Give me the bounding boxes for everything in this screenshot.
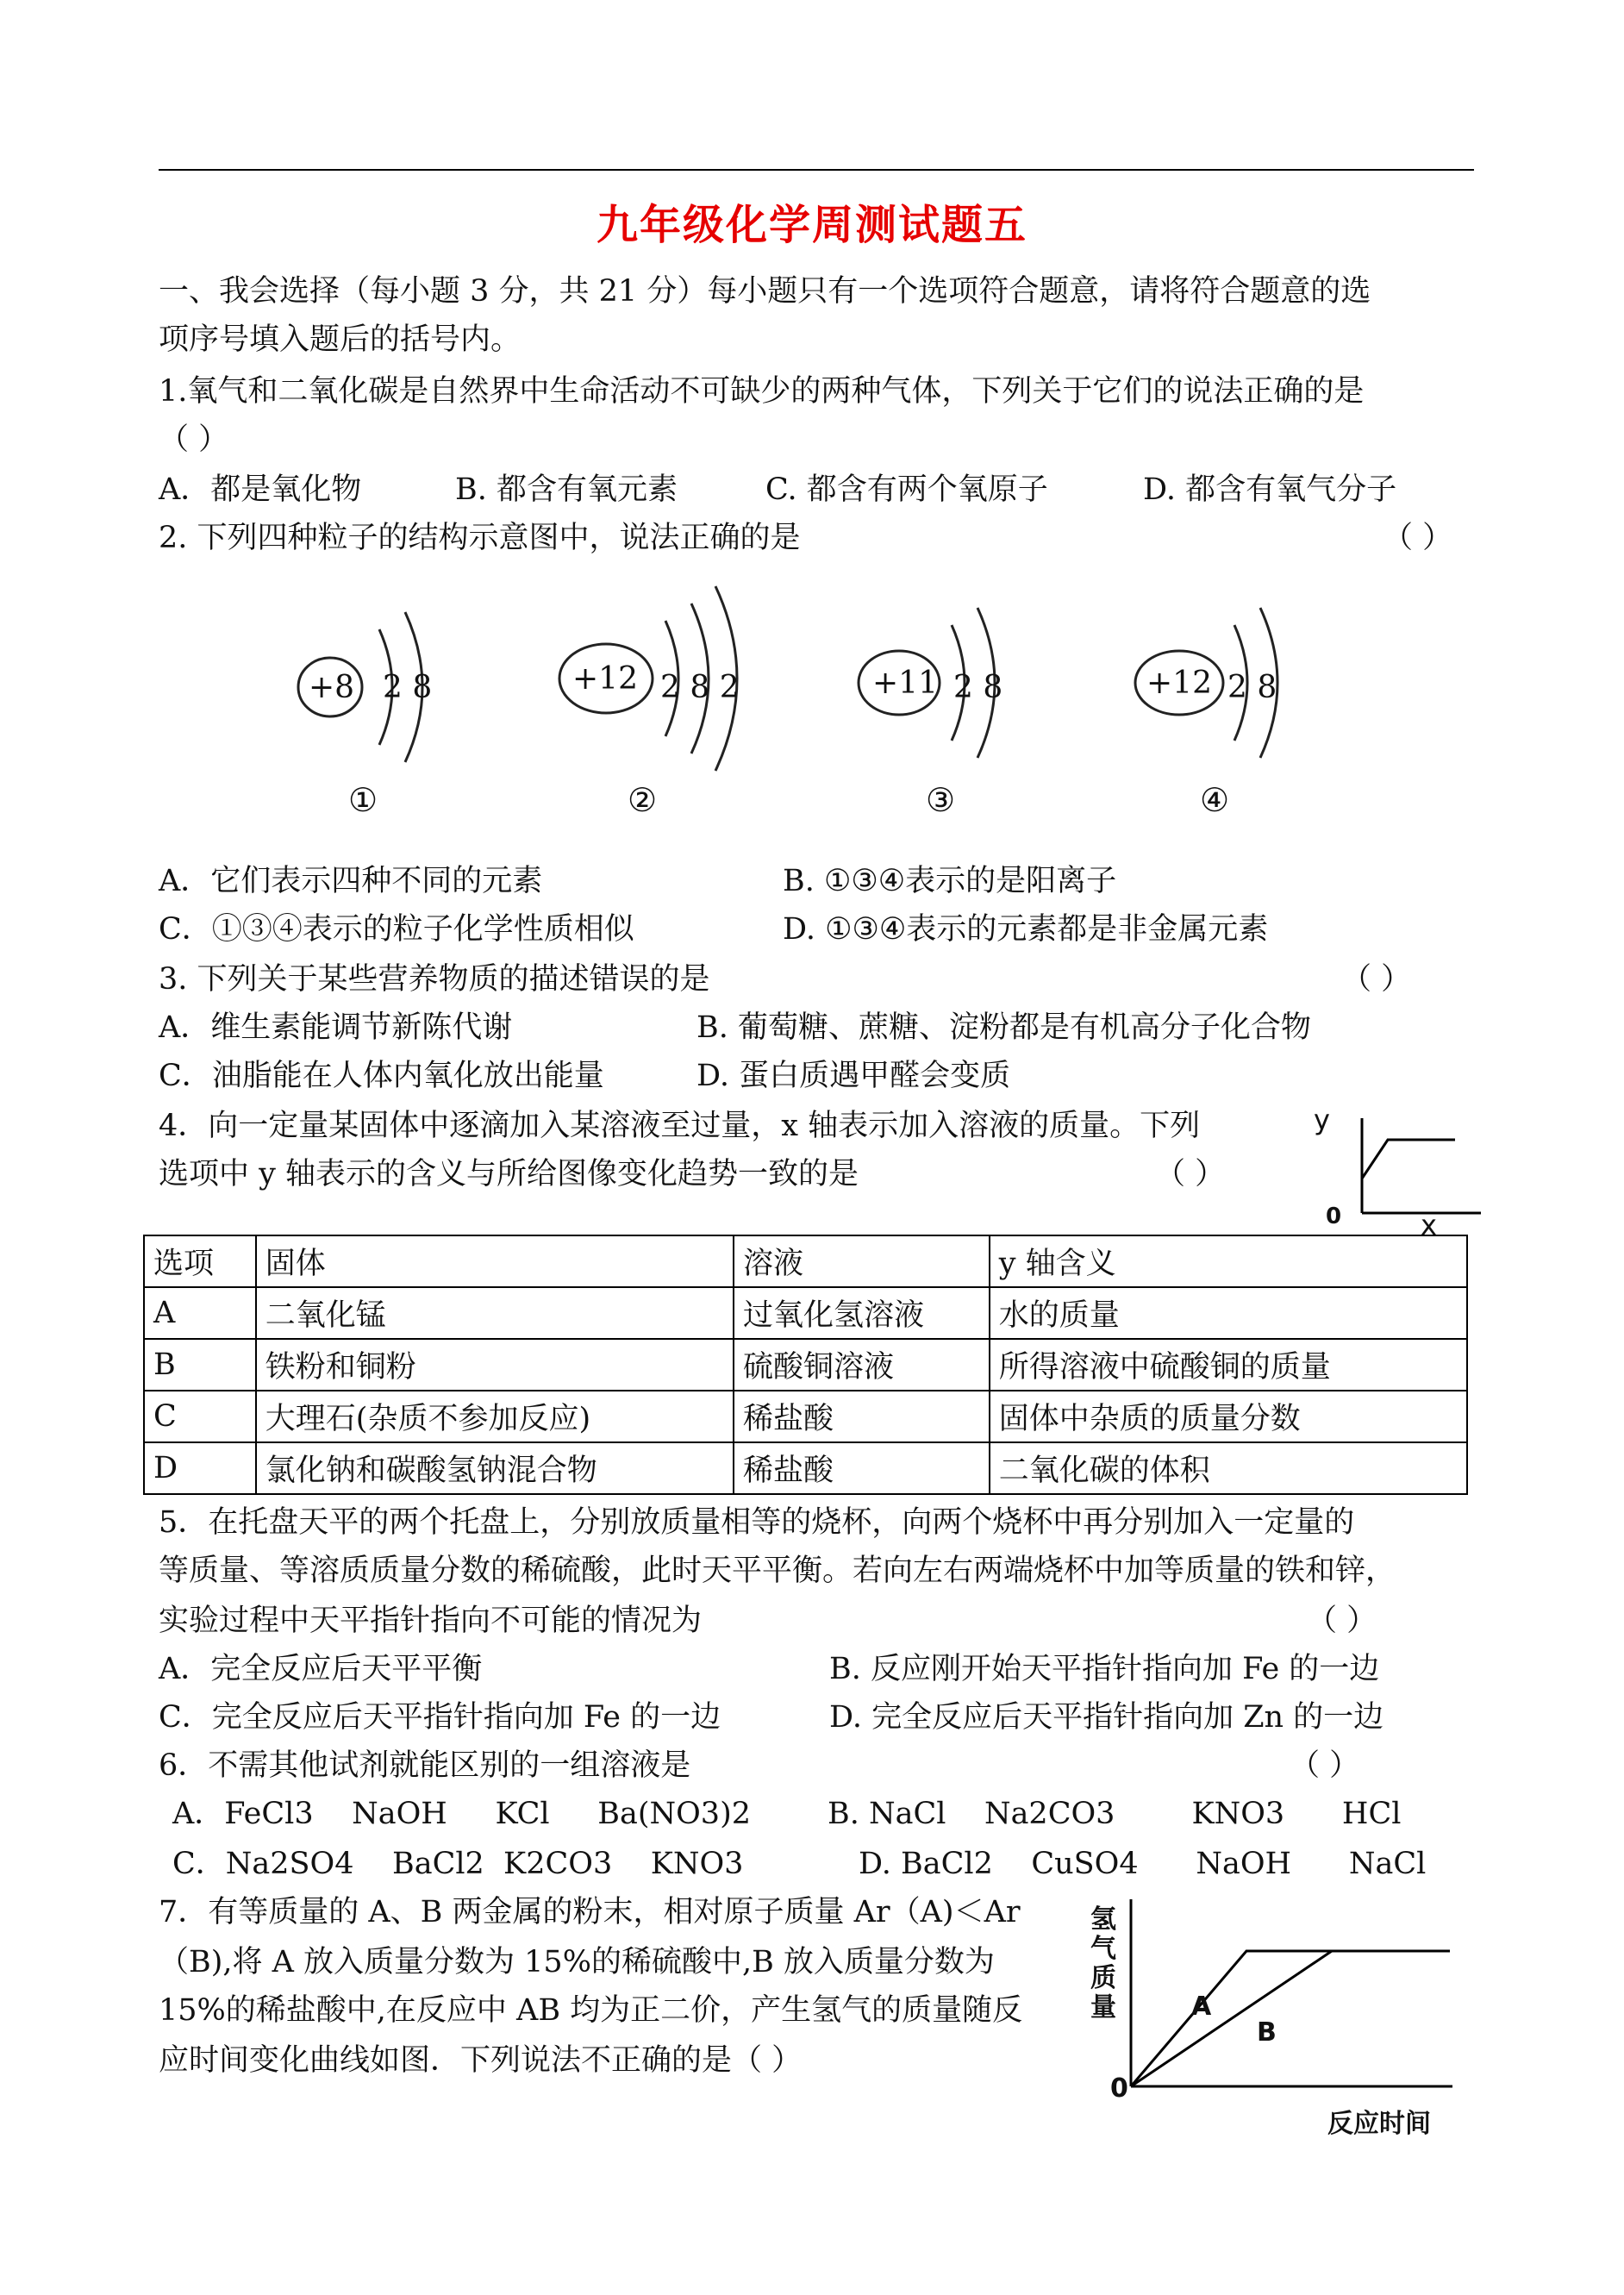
q3-stem: 3. 下列关于某些营养物质的描述错误的是: [159, 962, 710, 997]
atom-structure-diagrams: [284, 582, 1319, 823]
q7-curve-a: [1131, 1951, 1450, 2086]
table-row: [144, 1287, 1467, 1339]
atom-2-number: ②: [628, 781, 658, 819]
table-cell: D: [144, 1442, 256, 1494]
q2-stem: 2. 下列四种粒子的结构示意图中，说法正确的是: [159, 521, 801, 555]
q4-bracket: （ ）: [1155, 1157, 1226, 1191]
q3-option-b: B. 葡萄糖、蔗糖、淀粉都是有机高分子化合物: [696, 1010, 1311, 1045]
page-title: 九年级化学周测试题五: [596, 201, 1027, 249]
q7-series-b-label: B: [1257, 2017, 1277, 2048]
q6-options-ab: A．FeCl3 NaOH KCl Ba(NO3)2 B. NaCl Na2CO3 KNO3 HCl: [172, 1797, 1402, 1831]
q5-bracket: （ ）: [1307, 1604, 1377, 1638]
q4-graph-x-label: x: [1421, 1209, 1437, 1241]
q7-curve-b: [1131, 1951, 1332, 2086]
table-cell: 稀盐酸: [734, 1442, 990, 1494]
q1-bracket: （ ）: [159, 422, 229, 457]
table-cell: 稀盐酸: [734, 1391, 990, 1442]
table-header-cell: 固体: [256, 1235, 734, 1287]
atom-4-nucleus-charge: +12: [1146, 666, 1212, 701]
q7-stem-3: 15%的稀盐酸中,在反应中 AB 均为正二价，产生氢气的质量随反: [159, 1993, 1023, 2028]
table-cell: 硫酸铜溶液: [734, 1339, 990, 1391]
atom-4-number: ④: [1200, 781, 1230, 819]
q2-option-d: D. ①③④表示的元素都是非金属元素: [783, 912, 1269, 947]
q1-stem: 1.氧气和二氧化碳是自然界中生命活动不可缺少的两种气体，下列关于它们的说法正确的是: [159, 374, 1365, 409]
section-instructions-1: 一、我会选择（每小题 3 分，共 21 分）每小题只有一个选项符合题意，请将符合题意的选: [159, 274, 1371, 309]
q6-options-cd: C．Na2SO4 BaCl2 K2CO3 KNO3 D. BaCl2 CuSO4 NaOH NaCl: [172, 1847, 1427, 1881]
table-cell: 固体中杂质的质量分数: [990, 1391, 1467, 1442]
table-cell: 氯化钠和碳酸氢钠混合物: [256, 1442, 734, 1494]
q2-option-a: A．它们表示四种不同的元素: [159, 864, 543, 898]
section-instructions-2: 项序号填入题后的括号内。: [159, 322, 522, 357]
q5-option-a: A．完全反应后天平平衡: [159, 1652, 483, 1686]
q7-y-label-char: 量: [1090, 1992, 1116, 2023]
q7-series-a-label: A: [1191, 1992, 1212, 2022]
q7-graph-x-label: 反应时间: [1327, 2109, 1431, 2139]
q4-graph-y-label: y: [1314, 1104, 1330, 1136]
q7-y-label-char: 质: [1090, 1963, 1116, 1993]
atom-1-electrons: 2 8: [383, 670, 433, 705]
table-row: [144, 1339, 1467, 1391]
q5-stem-2: 等质量、等溶质质量分数的稀硫酸，此时天平平衡。若向左右两端烧杯中加等质量的铁和锌，: [159, 1554, 1396, 1588]
table-row: [144, 1391, 1467, 1442]
q7-y-label-char: 气: [1090, 1934, 1116, 1964]
q7-stem-1: 7．有等质量的 A、B 两金属的粉末，相对原子质量 Ar（A)＜Ar: [159, 1895, 1021, 1929]
q5-option-c: C．完全反应后天平指针指向加 Fe 的一边: [159, 1700, 721, 1735]
table-header-cell: y 轴含义: [990, 1235, 1467, 1287]
q1-option-c: C. 都含有两个氧原子: [765, 472, 1048, 507]
q2-option-b: B. ①③④表示的是阳离子: [783, 864, 1117, 898]
q1-option-b: B. 都含有氧元素: [455, 472, 678, 507]
table-cell: C: [144, 1391, 256, 1442]
table-cell: 水的质量: [990, 1287, 1467, 1339]
table-row: [144, 1442, 1467, 1494]
q4-stem-2: 选项中 y 轴表示的含义与所给图像变化趋势一致的是: [159, 1157, 859, 1191]
table-cell: 二氧化锰: [256, 1287, 734, 1339]
q5-option-d: D. 完全反应后天平指针指向加 Zn 的一边: [829, 1700, 1384, 1735]
atom-2-electrons: 2 8 2: [660, 670, 740, 705]
q3-option-a: A．维生素能调节新陈代谢: [159, 1010, 513, 1045]
q5-stem-3: 实验过程中天平指针指向不可能的情况为: [159, 1604, 703, 1638]
q4-options-table: [143, 1235, 1468, 1495]
q3-option-d: D. 蛋白质遇甲醛会变质: [696, 1059, 1011, 1093]
table-header-row: [144, 1235, 1467, 1287]
table-header-cell: 选项: [144, 1235, 256, 1287]
table-header-cell: 溶液: [734, 1235, 990, 1287]
atom-1-number: ①: [348, 781, 378, 819]
q2-option-c: C．①③④表示的粒子化学性质相似: [159, 912, 634, 947]
q7-graph-y-label: [1090, 1905, 1118, 2023]
q4-graph-origin: 0: [1326, 1204, 1342, 1229]
table-cell: 铁粉和铜粉: [256, 1339, 734, 1391]
q7-stem-2: （B),将 A 放入质量分数为 15%的稀硫酸中,B 放入质量分数为: [159, 1945, 995, 1979]
q4-trend-graph: [1327, 1099, 1491, 1237]
atom-4-electrons: 2 8: [1227, 670, 1277, 705]
q7-stem-4: 应时间变化曲线如图．下列说法不正确的是（ ）: [159, 2043, 803, 2078]
q4-trend-line: [1362, 1140, 1455, 1179]
q2-bracket: （ ）: [1383, 521, 1453, 555]
q3-option-c: C．油脂能在人体内氧化放出能量: [159, 1059, 604, 1093]
q5-option-b: B. 反应刚开始天平指针指向加 Fe 的一边: [829, 1652, 1380, 1686]
top-rule: [159, 169, 1474, 171]
table-cell: A: [144, 1287, 256, 1339]
q7-y-label-char: 氢: [1090, 1904, 1116, 1935]
atom-3-electrons: 2 8: [953, 670, 1003, 705]
q6-bracket: （ ）: [1290, 1748, 1360, 1783]
table-cell: 所得溶液中硫酸铜的质量: [990, 1339, 1467, 1391]
q4-stem-1: 4．向一定量某固体中逐滴加入某溶液至过量，x 轴表示加入溶液的质量。下列: [159, 1109, 1201, 1143]
q7-graph-origin: 0: [1110, 2073, 1128, 2104]
atom-2-nucleus-charge: +12: [572, 661, 638, 697]
table-cell: 过氧化氢溶液: [734, 1287, 990, 1339]
q3-bracket: （ ）: [1341, 962, 1412, 997]
atom-3-number: ③: [926, 781, 956, 819]
q1-option-d: D. 都含有氧气分子: [1143, 472, 1397, 507]
table-cell: 二氧化碳的体积: [990, 1442, 1467, 1494]
table-cell: B: [144, 1339, 256, 1391]
q1-option-a: A．都是氧化物: [159, 472, 362, 507]
q5-stem-1: 5．在托盘天平的两个托盘上，分别放质量相等的烧杯，向两个烧杯中再分别加入一定量的: [159, 1505, 1355, 1540]
q6-stem: 6．不需其他试剂就能区别的一组溶液是: [159, 1748, 691, 1783]
table-cell: 大理石(杂质不参加反应): [256, 1391, 734, 1442]
atom-1-nucleus-charge: +8: [309, 670, 355, 705]
atom-3-nucleus-charge: +11: [872, 666, 938, 701]
